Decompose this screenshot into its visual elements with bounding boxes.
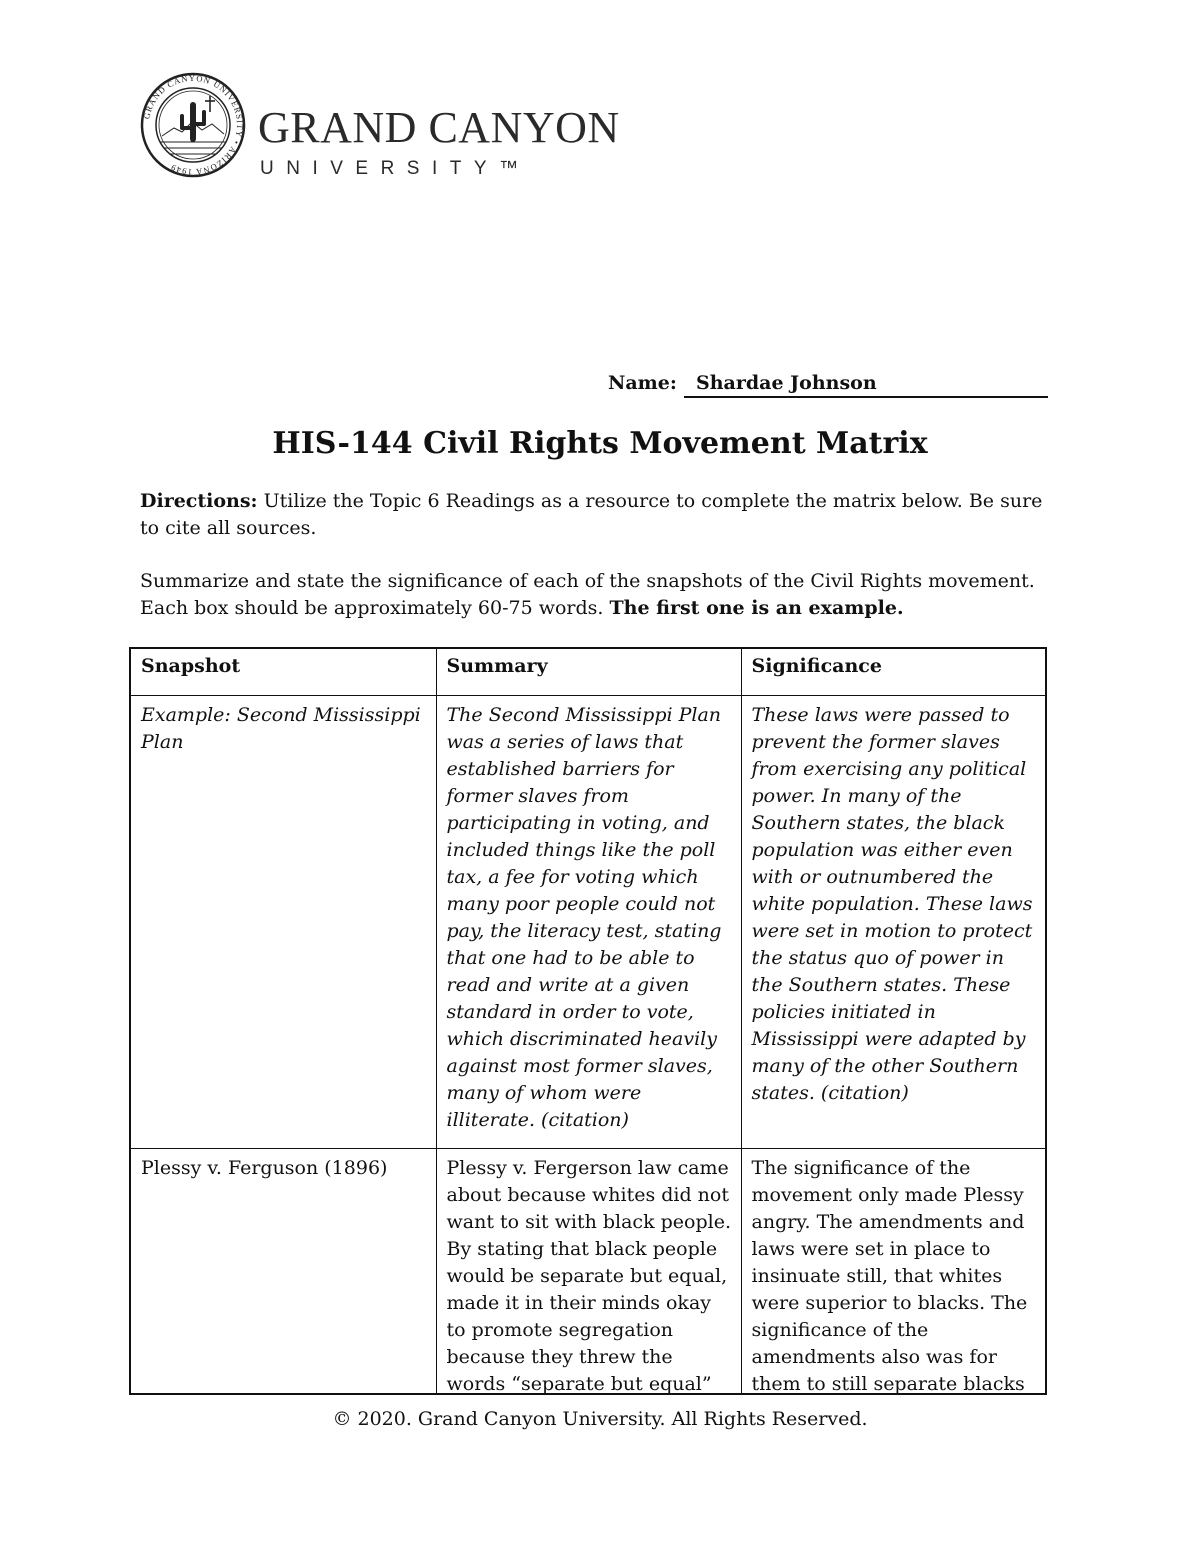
summary-cell: Plessy v. Fergerson law came about because whites did not want to sit with black people. By stating that black people would be separate but equal, made it in their minds okay to promote segregation because they threw the words “separate but equal” [436,1149,741,1396]
snapshot-cell: Plessy v. Ferguson (1896) [131,1149,436,1396]
civil-rights-matrix [129,647,1047,1395]
significance-cell: These laws were passed to prevent the former slaves from exercising any political power. In many of the Southern states, the black population was either even with or outnumbered the white population. These laws were set in motion to protect the status quo of power in the Southern states. These policies initiated in Mississippi were adapted by many of the other Southern states. (citation) [741,696,1045,1149]
name-label: Name: [608,372,677,394]
instructions-bold: The first one is an example. [609,597,904,619]
snapshot-cell: Example: Second Mississippi Plan [131,696,436,1149]
copyright-footer: © 2020. Grand Canyon University. All Rights Reserved. [332,1408,868,1430]
instructions-paragraph [140,568,1050,622]
summary-cell: The Second Mississippi Plan was a series of laws that established barriers for former slaves from participating in voting, and included things like the poll tax, a fee for voting which many poor people could not pay, the literacy test, stating that one had to be able to read and write at a given standard in order to vote, which discriminated heavily against most former slaves, many of whom were illiterate. (citation) [436,696,741,1149]
directions-text: Utilize the Topic 6 Readings as a resource to complete the matrix below. Be sure to cite all sources. [140,490,1043,539]
university-seal-icon [140,72,246,178]
directions-label: Directions: [140,490,258,512]
university-logo [140,72,620,182]
column-header-summary: Summary [436,649,741,696]
name-field: Shardae Johnson [684,372,1048,398]
table-header-row [131,649,1045,696]
logo-wordmark [258,103,620,180]
column-header-snapshot: Snapshot [131,649,436,696]
significance-cell: The significance of the movement only made Plessy angry. The amendments and laws were set in place to insinuate still, that whites were superior to blacks. The significance of the amendments also was for them to still separate blacks [741,1149,1045,1396]
table-row [131,696,1045,1149]
document-title: HIS-144 Civil Rights Movement Matrix [272,426,928,461]
logo-title: GRAND CANYON [258,103,620,152]
column-header-significance: Significance [741,649,1045,696]
matrix-table [131,649,1045,1395]
logo-subtitle: UNIVERSITY™ [260,158,531,179]
directions-paragraph [140,488,1050,542]
instructions-text: Summarize and state the significance of each of the snapshots of the Civil Rights movement. Each box should be approximately 60-75 words. [140,570,1035,619]
table-row [131,1149,1045,1396]
seal-text: GRAND CANYON UNIVERSITY • ARIZONA 1949 [141,72,246,178]
